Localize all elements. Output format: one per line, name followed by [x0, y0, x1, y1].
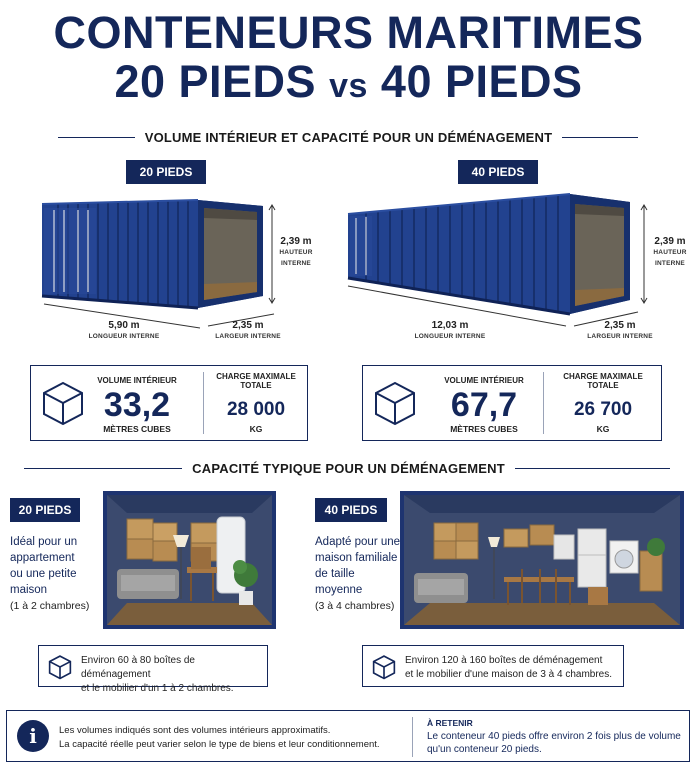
volume-label-40: VOLUME INTÉRIEUR — [444, 376, 524, 385]
badge-cap-40: 40 PIEDS — [315, 498, 387, 522]
note-text-40: Environ 120 à 160 boîtes de déménagement et le mobilier d'une maison de 3 à 4 chambres. — [405, 655, 613, 680]
info-icon: i — [17, 720, 49, 752]
load-unit-20: KG — [249, 424, 263, 434]
volume-value-40: 67,7 — [450, 386, 518, 424]
section2-heading: CAPACITÉ TYPIQUE POUR UN DÉMÉNAGEMENT — [0, 461, 697, 476]
height-20: 2,39 m HAUTEUR INTERNE — [279, 236, 313, 267]
cube-icon — [372, 654, 396, 680]
volume-unit-20: MÈTRES CUBES — [103, 424, 171, 434]
title-40: 40 PIEDS — [380, 56, 583, 107]
room-20-scene — [107, 495, 272, 625]
load-label-20: CHARGE MAXIMALE TOTALE — [216, 372, 296, 390]
badge-20: 20 PIEDS — [126, 160, 206, 184]
volume-label-20: VOLUME INTÉRIEUR — [97, 376, 177, 385]
title-20: 20 PIEDS — [114, 56, 317, 107]
room-40-scene — [404, 495, 680, 625]
cube-icon — [41, 380, 85, 426]
length-20: 5,90 m LONGUEUR INTERNE — [88, 320, 160, 340]
title-line1: CONTENEURS MARITIMES — [53, 7, 644, 58]
cube-icon — [373, 380, 417, 426]
width-20: 2,35 m LARGEUR INTERNE — [215, 320, 281, 340]
divider — [412, 717, 413, 757]
cap-desc-20: Idéal pour un appartement ou une petite maison (1 à 2 chambres) — [10, 536, 90, 612]
load-unit-40: KG — [596, 424, 610, 434]
height-40: 2,39 m HAUTEUR INTERNE — [653, 236, 687, 267]
title-vs: vs — [329, 67, 368, 105]
title-line2 — [0, 57, 697, 111]
divider — [543, 372, 544, 434]
footer-info — [6, 710, 690, 762]
cap-desc-40: Adapté pour une maison familiale de taille moyenne (3 à 4 chambres) — [315, 536, 401, 612]
furniture-illustration-20 — [103, 491, 276, 629]
page-title — [0, 8, 697, 111]
stats-40 — [362, 365, 662, 441]
badge-40: 40 PIEDS — [458, 160, 538, 184]
badge-cap-20: 20 PIEDS — [10, 498, 80, 522]
load-value-20: 28 000 — [226, 399, 286, 420]
load-value-40: 26 700 — [573, 399, 633, 420]
stats-20 — [30, 365, 308, 441]
furniture-illustration-40 — [400, 491, 684, 629]
note-40 — [362, 645, 624, 687]
retain-text: À RETENIR Le conteneur 40 pieds offre environ 2 fois plus de volume qu'un conteneur 20 pieds. — [427, 718, 681, 755]
info-text: Les volumes indiqués sont des volumes intérieurs approximatifs. La capacité réelle peut varier selon le type de biens et leur conditionnement. — [59, 725, 380, 750]
width-40: 2,35 m LARGEUR INTERNE — [587, 320, 653, 340]
note-20 — [38, 645, 268, 694]
length-40: 12,03 m LONGUEUR INTERNE — [414, 320, 486, 340]
volume-unit-40: MÈTRES CUBES — [450, 424, 518, 434]
volume-value-20: 33,2 — [103, 386, 171, 424]
note-text-20: Environ 60 à 80 boîtes de déménagement et le mobilier d'un 1 à 2 chambres. — [81, 655, 234, 694]
section1-heading: VOLUME INTÉRIEUR ET CAPACITÉ POUR UN DÉMÉNAGEMENT — [0, 130, 697, 145]
load-label-40: CHARGE MAXIMALE TOTALE — [563, 372, 643, 390]
divider — [203, 372, 204, 434]
cube-icon — [48, 654, 72, 680]
